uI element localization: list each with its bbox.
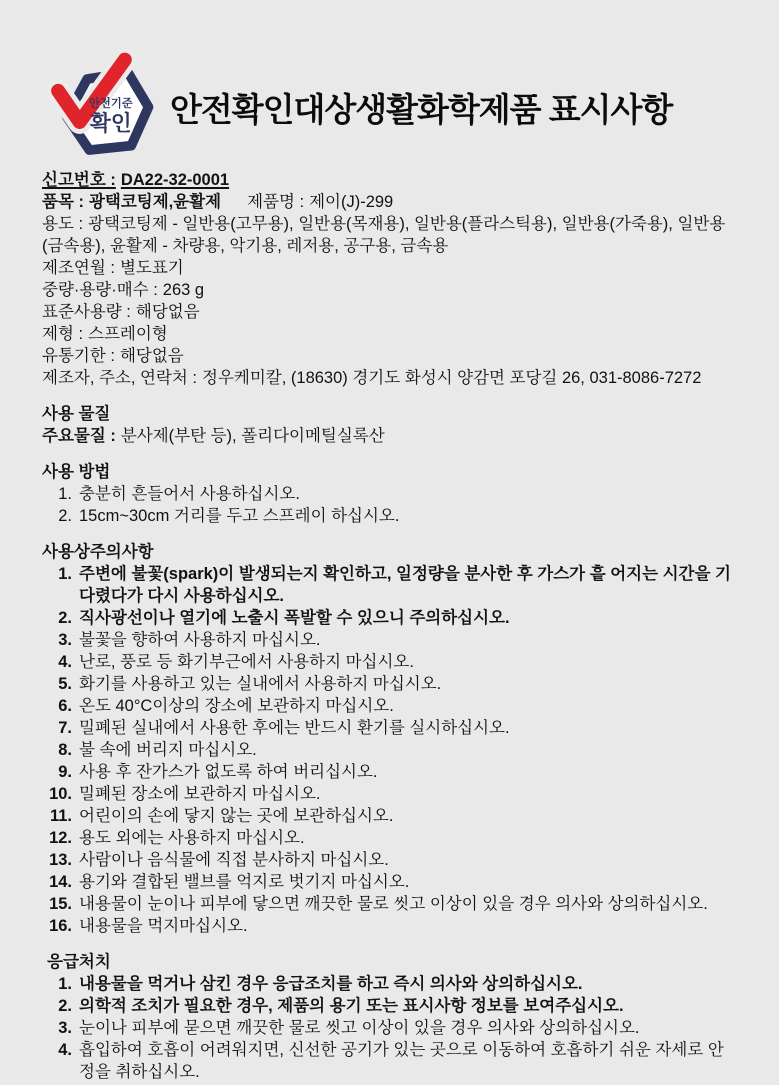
- list-item-text: 밀폐된 실내에서 사용한 후에는 반드시 환기를 실시하십시오.: [79, 719, 510, 737]
- list-item: [42, 629, 739, 651]
- list-item-text: 주변에 불꽃(spark)이 발생되는지 확인하고, 일정량을 분사한 후 가스가 흩 어지는 시간을 기다렸다가 다시 사용하십시오.: [79, 565, 731, 605]
- list-item: [42, 673, 739, 695]
- list-item: [42, 651, 739, 673]
- list-item-text: 15cm~30cm 거리를 두고 스프레이 하십시오.: [79, 507, 400, 525]
- standard-usage-label: 표준사용량 :: [42, 303, 131, 321]
- list-item-number: 2.: [58, 507, 72, 525]
- manufacture-date-value: 별도표기: [119, 259, 184, 277]
- list-item: [42, 483, 739, 505]
- list-item-text: 의학적 조치가 필요한 경우, 제품의 용기 또는 표시사항 정보를 보여주십시오.: [79, 997, 624, 1015]
- list-item-text: 내용물을 먹거나 삼킨 경우 응급조치를 하고 즉시 의사와 상의하십시오.: [79, 975, 583, 993]
- list-item: [42, 739, 739, 761]
- first-aid-list: [42, 973, 739, 1083]
- header: [42, 50, 739, 164]
- list-item: [42, 607, 739, 629]
- main-substance-value: 분사제(부탄 등), 폴리다이메틸실록산: [120, 427, 385, 445]
- list-item: [42, 695, 739, 717]
- list-item: [42, 995, 739, 1017]
- report-number-value: DA22-32-0001: [120, 171, 230, 189]
- logo-bottom-text: 확인: [90, 111, 132, 136]
- usage-label: 용도 :: [42, 215, 84, 233]
- list-item-number: 5.: [58, 675, 72, 693]
- safety-certification-mark: [42, 50, 156, 164]
- list-item-number: 16.: [49, 917, 72, 935]
- precautions-heading: 사용상주의사항: [42, 543, 154, 561]
- list-item-text: 불 속에 버리지 마십시오.: [79, 741, 257, 759]
- main-substance-label: 주요물질 :: [42, 427, 116, 445]
- list-item: [42, 783, 739, 805]
- list-item: [42, 805, 739, 827]
- list-item-number: 7.: [58, 719, 72, 737]
- usage-value: 광택코팅제 - 일반용(고무용), 일반용(목재용), 일반용(플라스틱용), 일반용(가죽용), 일반용(금속용), 윤활제 - 차량용, 악기용, 레저용, 공구용, 금속용: [42, 215, 726, 255]
- main-substance-row: [42, 425, 739, 447]
- shelf-life-row: [42, 345, 739, 367]
- list-item: [42, 717, 739, 739]
- list-item-text: 사람이나 음식물에 직접 분사하지 마십시오.: [79, 851, 389, 869]
- shelf-life-value: 해당없음: [119, 347, 184, 365]
- list-item: [42, 973, 739, 995]
- section-first-aid: [42, 951, 739, 1083]
- list-item-text: 사용 후 잔가스가 없도록 하여 버리십시오.: [79, 763, 378, 781]
- list-item-number: 9.: [58, 763, 72, 781]
- list-item-text: 내용물을 먹지마십시오.: [79, 917, 248, 935]
- list-item: [42, 893, 739, 915]
- form-type-value: 스프레이형: [88, 325, 168, 343]
- first-aid-heading: 응급처치: [47, 953, 111, 971]
- list-item-text: 밀폐된 장소에 보관하지 마십시오.: [79, 785, 321, 803]
- list-item-number: 12.: [49, 829, 72, 847]
- list-item-text: 불꽃을 향하여 사용하지 마십시오.: [79, 631, 321, 649]
- product-name-label: 제품명 :: [247, 193, 305, 211]
- standard-usage-row: [42, 301, 739, 323]
- section-usage-method: [42, 461, 739, 527]
- usage-method-list: [42, 483, 739, 527]
- list-item-number: 11.: [49, 807, 72, 825]
- weight-row: [42, 279, 739, 301]
- list-item: [42, 1039, 739, 1083]
- list-item-text: 온도 40°C이상의 장소에 보관하지 마십시오.: [79, 697, 394, 715]
- manufacture-date-row: [42, 257, 739, 279]
- logo-top-text: 안전기준: [89, 98, 133, 110]
- list-item: [42, 505, 739, 527]
- list-item-text: 용도 외에는 사용하지 마십시오.: [79, 829, 305, 847]
- list-item-number: 8.: [58, 741, 72, 759]
- list-item-number: 1.: [58, 975, 72, 993]
- list-item-number: 14.: [49, 873, 72, 891]
- list-item-text: 난로, 풍로 등 화기부근에서 사용하지 마십시오.: [79, 653, 414, 671]
- list-item-number: 3.: [58, 1019, 72, 1037]
- form-type-row: [42, 323, 739, 345]
- list-item-text: 충분히 흔들어서 사용하십시오.: [79, 485, 300, 503]
- list-item-number: 6.: [58, 697, 72, 715]
- list-item-text: 화기를 사용하고 있는 실내에서 사용하지 마십시오.: [79, 675, 442, 693]
- product-info: [42, 169, 739, 389]
- substances-heading: 사용 물질: [42, 405, 111, 423]
- manufacturer-value: 정우케미칼, (18630) 경기도 화성시 양감면 포당길 26, 031-8086-7272: [202, 369, 702, 387]
- precautions-list: [42, 563, 739, 937]
- report-number-row: [42, 169, 739, 191]
- list-item-number: 2.: [58, 997, 72, 1015]
- list-item-text: 어린이의 손에 닿지 않는 곳에 보관하십시오.: [79, 807, 394, 825]
- item-product-row: [42, 191, 739, 213]
- usage-row: [42, 213, 739, 257]
- item-category-value: 광택코팅제,윤활제: [88, 193, 222, 211]
- weight-value: 263 g: [162, 281, 205, 299]
- section-substances: [42, 403, 739, 447]
- list-item-number: 3.: [58, 631, 72, 649]
- usage-method-heading: 사용 방법: [42, 463, 111, 481]
- page-title: 안전확인대상생활화학제품 표시사항: [170, 90, 673, 128]
- manufacturer-label: 제조자, 주소, 연락처 :: [42, 369, 198, 387]
- list-item: [42, 761, 739, 783]
- list-item: [42, 1017, 739, 1039]
- list-item-text: 흡입하여 호흡이 어려워지면, 신선한 공기가 있는 곳으로 이동하여 호흡하기 쉬운 자세로 안정을 취하십시오.: [79, 1041, 724, 1081]
- report-number-label: 신고번호 :: [42, 171, 116, 189]
- list-item-number: 1.: [58, 485, 72, 503]
- standard-usage-value: 해당없음: [135, 303, 200, 321]
- product-name-value: 제이(J)-299: [309, 193, 394, 211]
- weight-label: 중량·용량·매수 :: [42, 281, 158, 299]
- list-item-number: 15.: [49, 895, 72, 913]
- form-type-label: 제형 :: [42, 325, 84, 343]
- list-item-number: 1.: [58, 565, 72, 583]
- section-precautions: [42, 541, 739, 937]
- list-item-text: 눈이나 피부에 묻으면 깨끗한 물로 씻고 이상이 있을 경우 의사와 상의하십시오.: [79, 1019, 640, 1037]
- list-item-number: 10.: [49, 785, 72, 803]
- list-item: [42, 827, 739, 849]
- shelf-life-label: 유통기한 :: [42, 347, 115, 365]
- list-item: [42, 871, 739, 893]
- item-category-label: 품목 :: [42, 193, 84, 211]
- list-item-text: 용기와 결합된 밸브를 억지로 벗기지 마십시오.: [79, 873, 410, 891]
- manufacture-date-label: 제조연월 :: [42, 259, 115, 277]
- list-item: [42, 849, 739, 871]
- list-item-text: 내용물이 눈이나 피부에 닿으면 깨끗한 물로 씻고 이상이 있을 경우 의사와 상의하십시오.: [79, 895, 708, 913]
- list-item: [42, 563, 739, 607]
- list-item: [42, 915, 739, 937]
- list-item-text: 직사광선이나 열기에 노출시 폭발할 수 있으니 주의하십시오.: [79, 609, 510, 627]
- manufacturer-row: [42, 367, 739, 389]
- list-item-number: 4.: [58, 653, 72, 671]
- list-item-number: 13.: [49, 851, 72, 869]
- list-item-number: 4.: [58, 1041, 72, 1059]
- list-item-number: 2.: [58, 609, 72, 627]
